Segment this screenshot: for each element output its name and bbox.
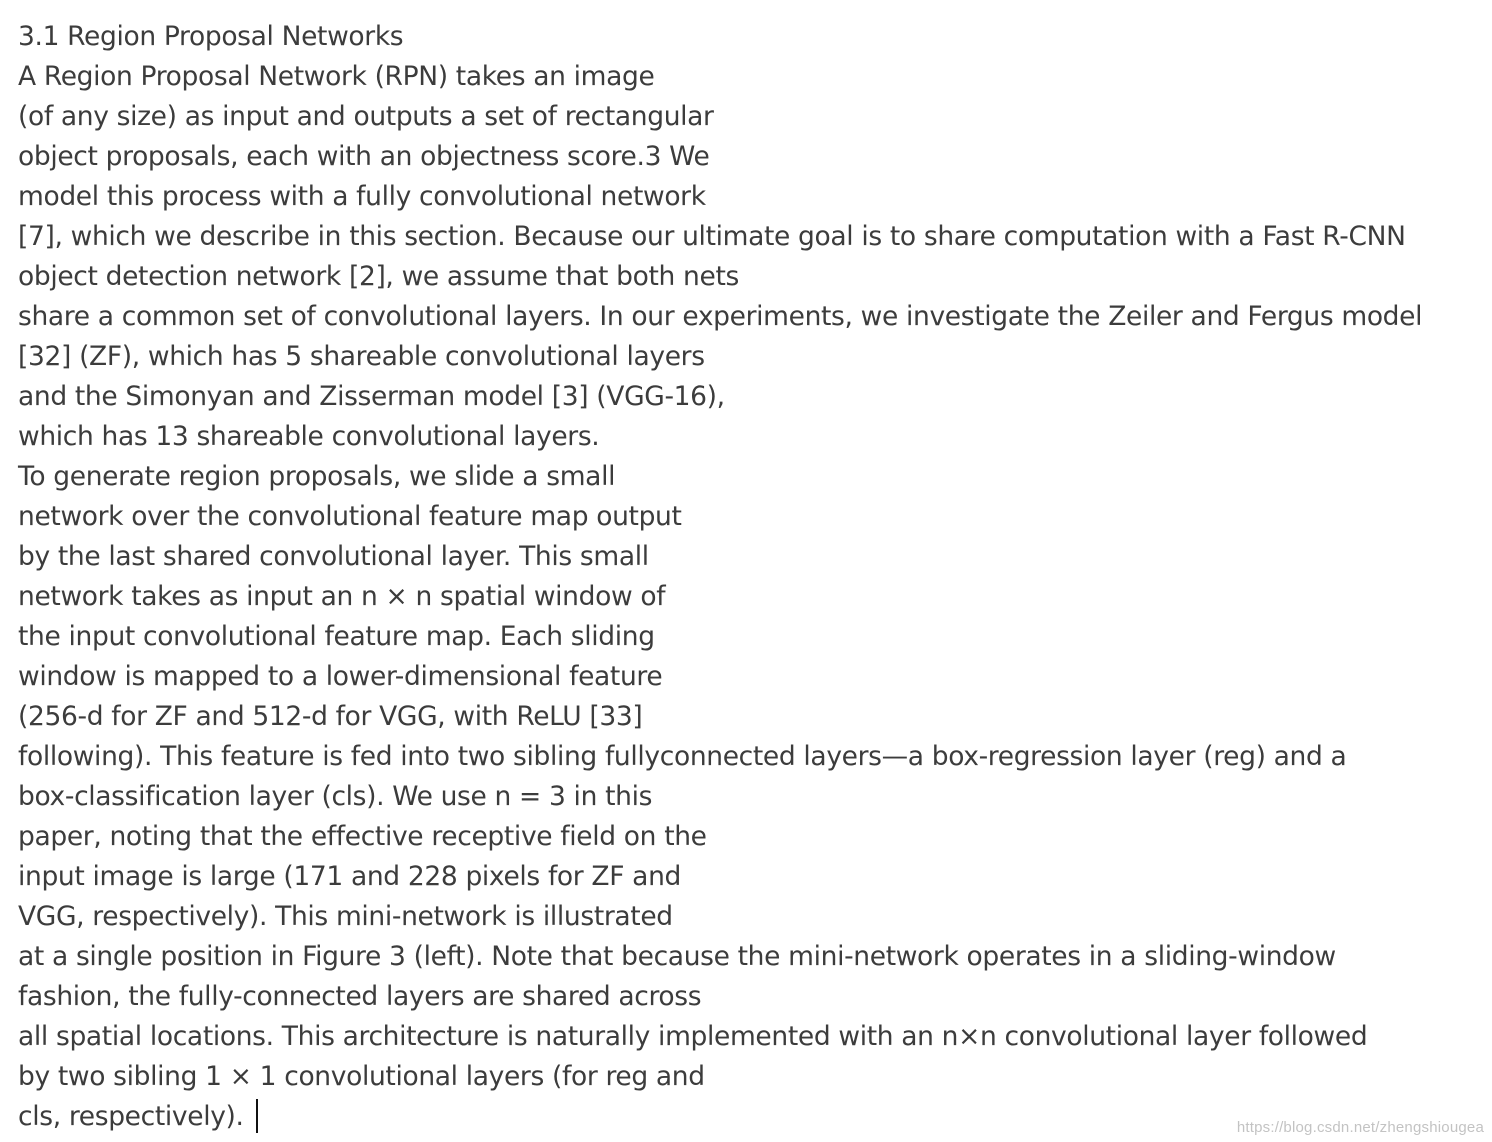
text-line: the input convolutional feature map. Each sliding [18,621,655,652]
watermark: https://blog.csdn.net/zhengshiougea [1236,1119,1484,1136]
section-heading: 3.1 Region Proposal Networks [18,21,404,52]
text-line: [7], which we describe in this section. Because our ultimate goal is to share computation with a Fast R-CNN [18,221,1406,252]
text-line: by the last shared convolutional layer. This small [18,541,649,572]
text-line: input image is large (171 and 228 pixels for ZF and [18,861,681,892]
text-line: To generate region proposals, we slide a small [18,461,616,492]
text-line: A Region Proposal Network (RPN) takes an image [18,61,655,92]
text-line: network over the convolutional feature map output [18,501,682,532]
text-line: at a single position in Figure 3 (left). Note that because the mini-network operates in a sliding-window [18,941,1336,972]
last-text-line [18,1097,1422,1137]
text-line: (of any size) as input and outputs a set of rectangular [18,101,714,132]
text-line: VGG, respectively). This mini-network is illustrated [18,901,673,932]
text-line: object proposals, each with an objectness score.3 We [18,141,710,172]
text-line: by two sibling 1 × 1 convolutional layers (for reg and [18,1061,705,1092]
text-line: paper, noting that the effective receptive field on the [18,821,707,852]
text-line: box-classification layer (cls). We use n = 3 in this [18,781,653,812]
text-line: following). This feature is fed into two sibling fullyconnected layers—a box-regression layer (reg) and a [18,741,1347,772]
text-line: (256-d for ZF and 512-d for VGG, with ReLU [33] [18,701,643,732]
text-line: which has 13 shareable convolutional layers. [18,421,600,452]
text-line: [32] (ZF), which has 5 shareable convolutional layers [18,341,705,372]
text-cursor [256,1099,258,1133]
text-line: object detection network [2], we assume that both nets [18,261,739,292]
text-line-content: cls, respectively). [18,1101,244,1132]
text-line: all spatial locations. This architecture is naturally implemented with an n×n convolutional layer followed [18,1021,1368,1052]
text-line: window is mapped to a lower-dimensional feature [18,661,663,692]
text-line: fashion, the fully-connected layers are shared across [18,981,702,1012]
text-line: share a common set of convolutional layers. In our experiments, we investigate the Zeiler and Fergus model [18,301,1423,332]
text-line: and the Simonyan and Zisserman model [3] (VGG-16), [18,381,725,412]
text-line: network takes as input an n × n spatial window of [18,581,666,612]
text-line: model this process with a fully convolutional network [18,181,706,212]
document-text [18,17,1422,1137]
